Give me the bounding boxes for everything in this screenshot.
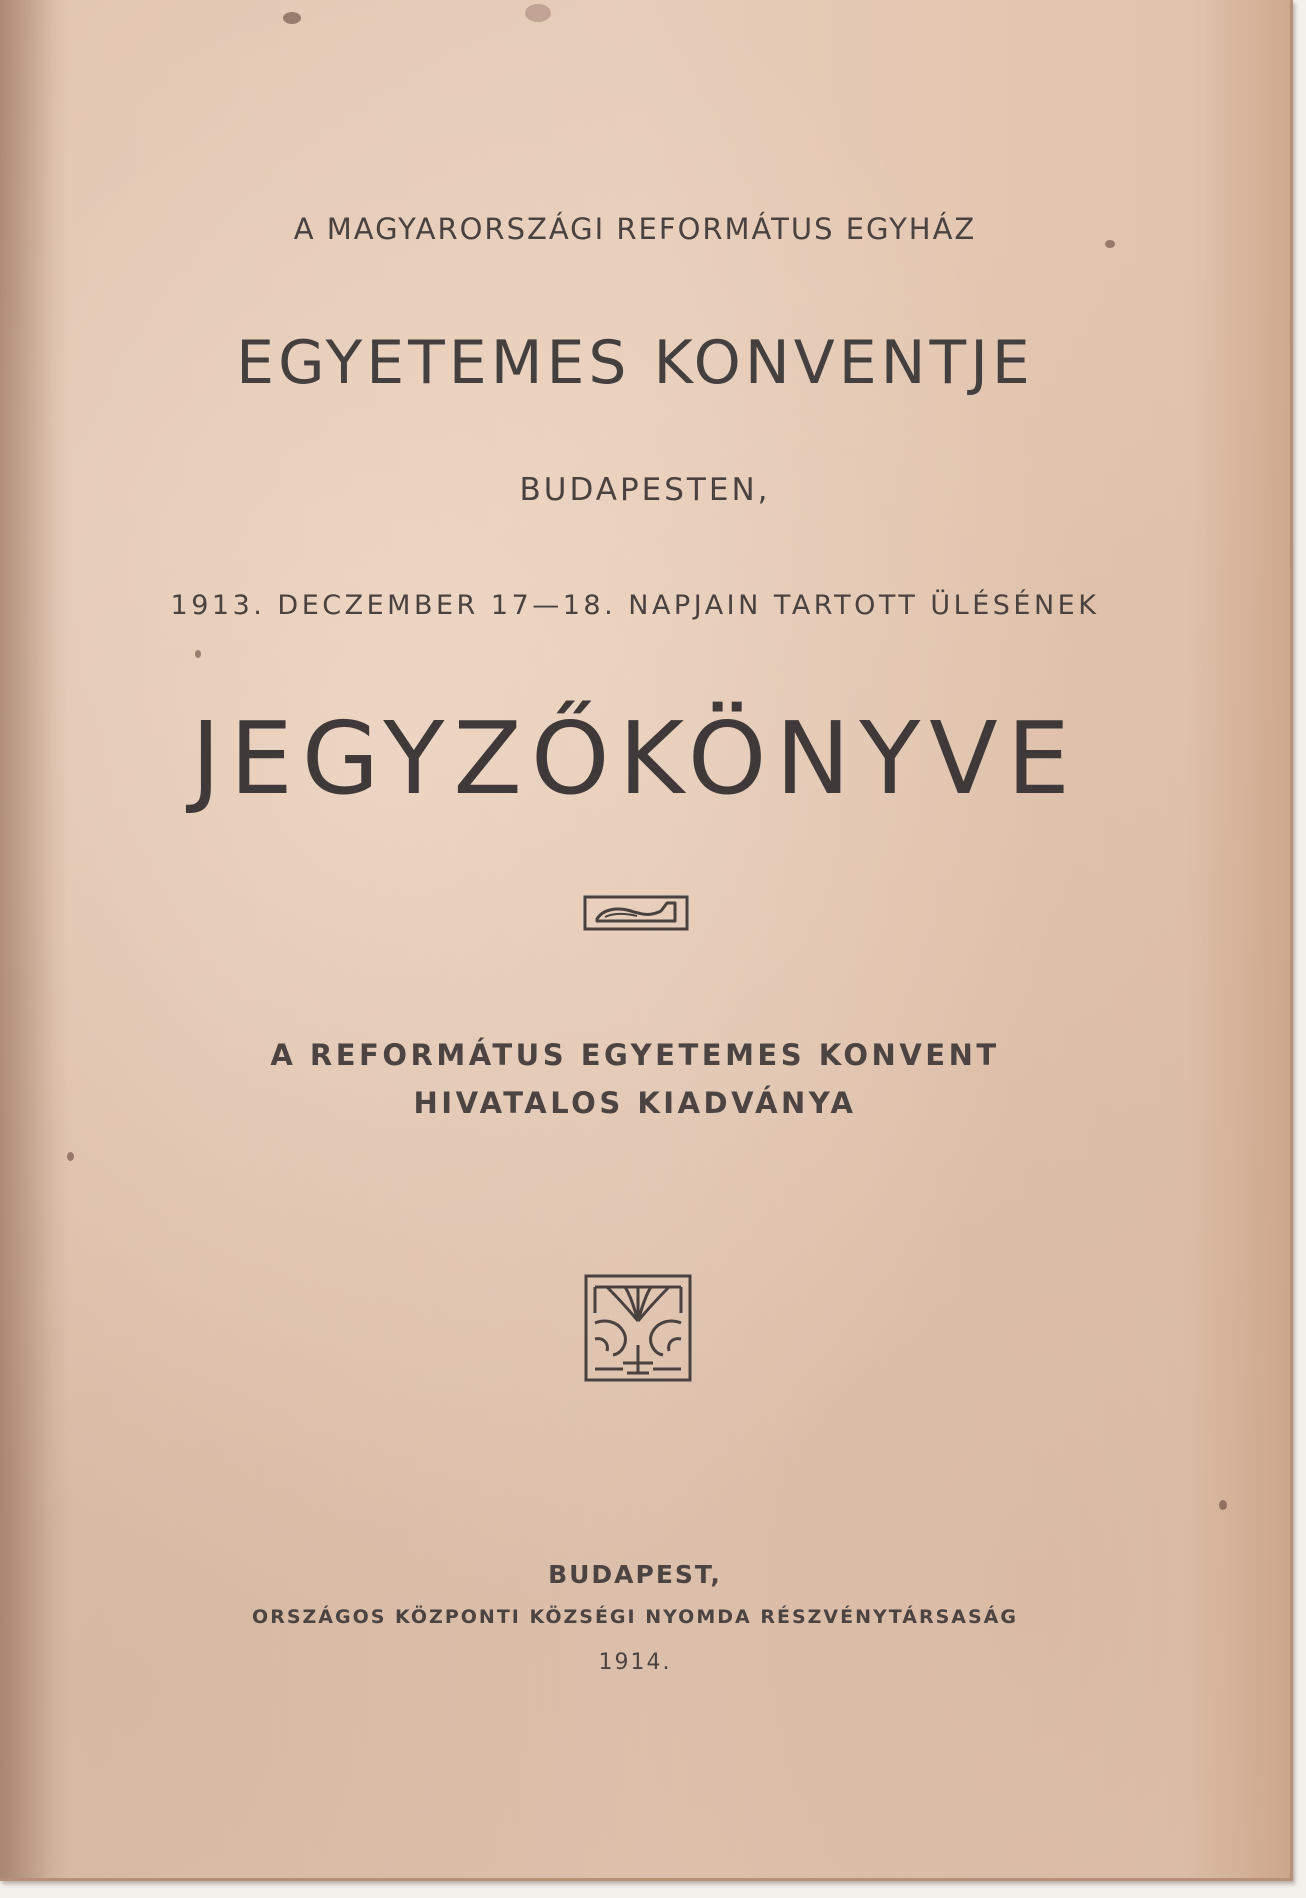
- paper-stain: [195, 650, 201, 658]
- paper-stain: [525, 4, 551, 22]
- session-date-line: 1913. DECZEMBER 17—18. NAPJAIN TARTOTT ÜLÉSÉNEK: [170, 590, 1100, 621]
- printer-mark-ornament-icon: [583, 1273, 693, 1383]
- publisher-line-2: HIVATALOS KIADVÁNYA: [413, 1086, 857, 1120]
- paper-stain: [1105, 240, 1115, 248]
- cartouche-ornament-icon: [583, 895, 689, 931]
- publication-city: BUDAPEST,: [548, 1560, 722, 1589]
- paper-stain: [67, 1152, 74, 1161]
- publication-year: 1914.: [598, 1650, 672, 1675]
- publisher-line-1: A REFORMÁTUS EGYETEMES KONVENT: [270, 1038, 1000, 1072]
- location-line: BUDAPESTEN,: [519, 472, 771, 508]
- convent-title-line: EGYETEMES KONVENTJE: [236, 328, 1034, 398]
- paper-stain: [1219, 1500, 1227, 1510]
- printer-name: ORSZÁGOS KÖZPONTI KÖZSÉGI NYOMDA RÉSZVÉNYTÁRSASÁG: [252, 1606, 1018, 1628]
- church-name-line: A MAGYARORSZÁGI REFORMÁTUS EGYHÁZ: [293, 212, 977, 246]
- main-title: JEGYZŐKÖNYVE: [191, 700, 1079, 817]
- paper-stain: [283, 12, 301, 24]
